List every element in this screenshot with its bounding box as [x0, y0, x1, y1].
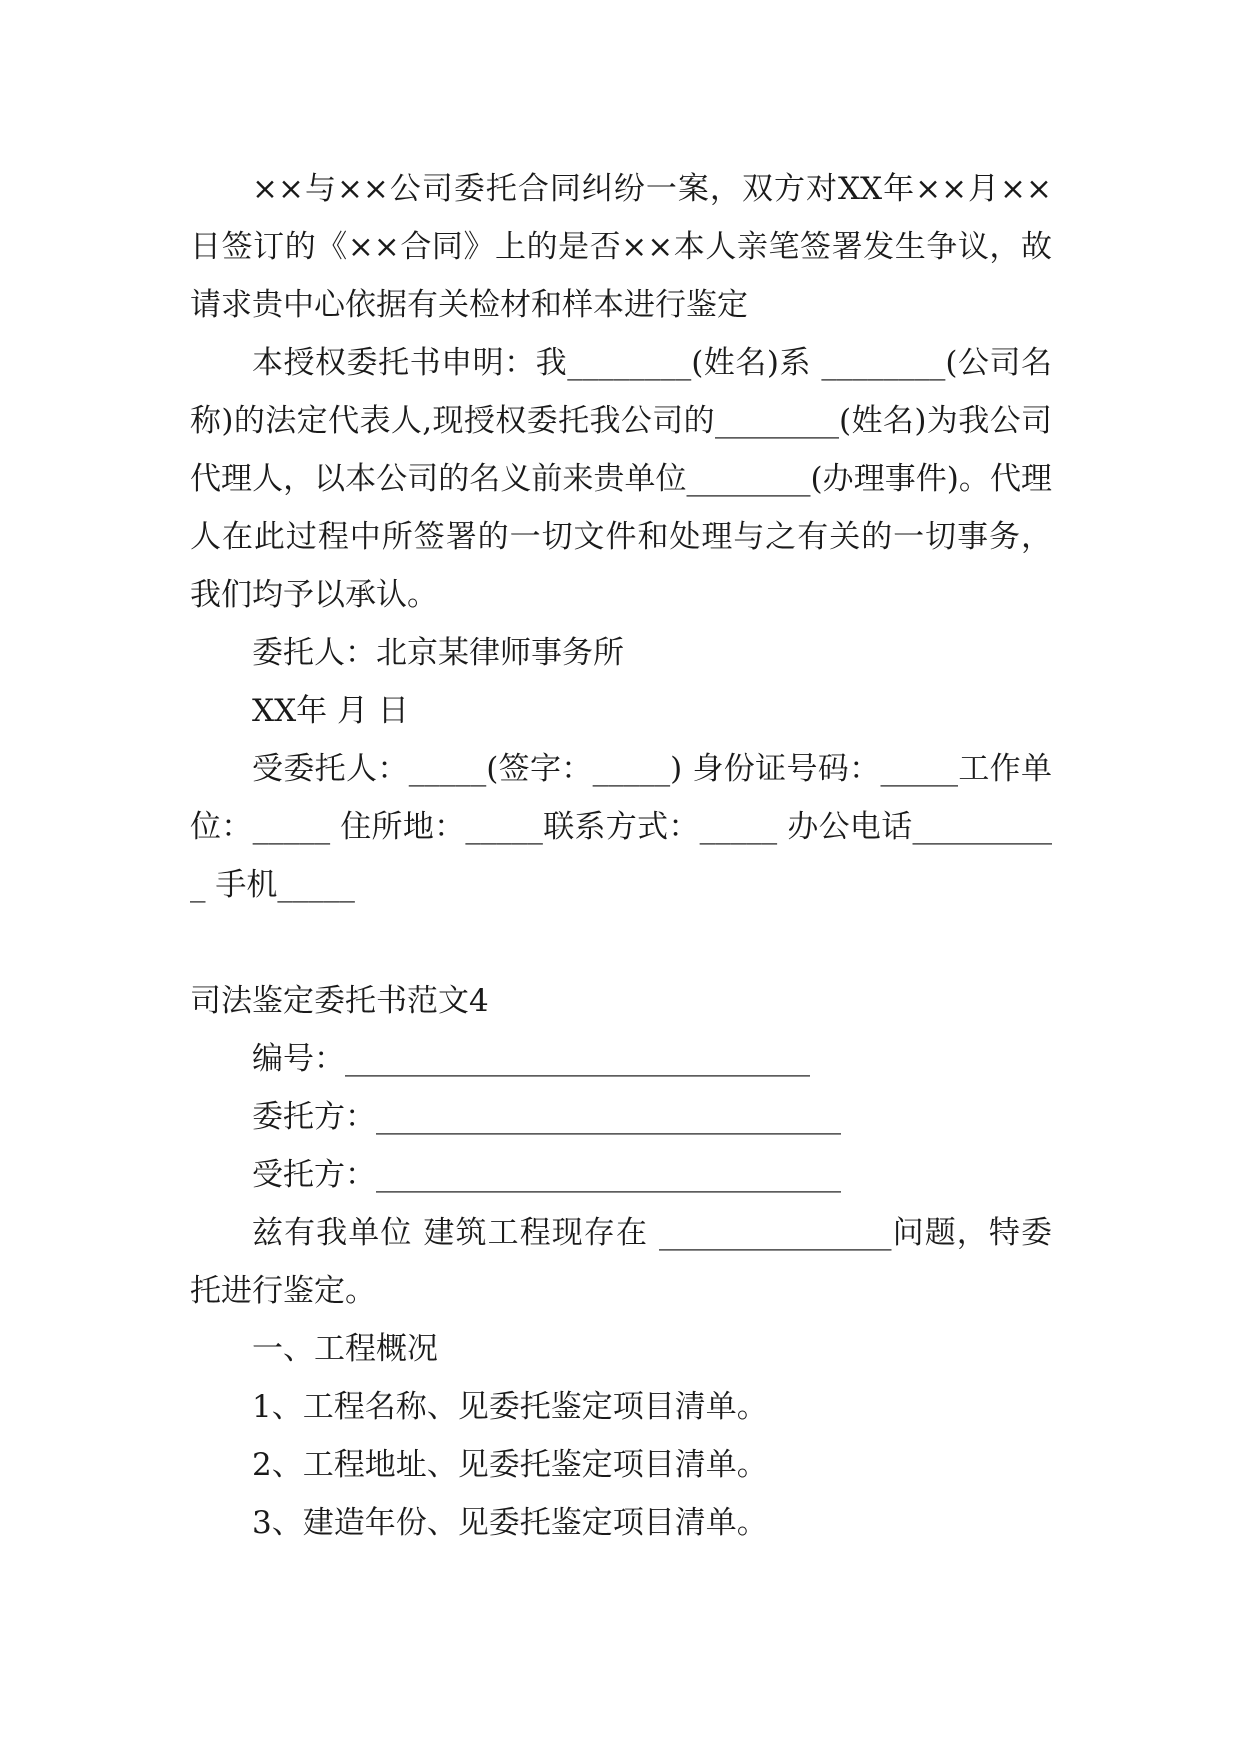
principal-line: 委托人：北京某律师事务所 — [252, 635, 624, 671]
client-line: 委托方：______________________________ — [252, 1099, 841, 1135]
list-item: 3、建造年份、见委托鉴定项目清单。 — [252, 1505, 768, 1541]
section-gap — [190, 914, 1052, 972]
date-line: XX年 月 日 — [252, 693, 409, 729]
list-item: 1、工程名称、见委托鉴定项目清单。 — [252, 1389, 768, 1425]
project-overview-heading: 一、工程概况 — [252, 1331, 438, 1367]
agent-info-paragraph: 受委托人：_____(签字：_____) 身份证号码：_____工作单位：_____ 住所地：_____联系方式：_____ 办公电话__________ 手机_____ — [190, 751, 1052, 903]
trustee-line: 受托方：______________________________ — [252, 1157, 841, 1193]
list-item: 2、工程地址、见委托鉴定项目清单。 — [252, 1447, 768, 1483]
case-paragraph: ××与××公司委托合同纠纷一案，双方对XX年××月××日签订的《××合同》上的是否××本人亲笔签署发生争议，故请求贵中心依据有关检材和样本进行鉴定 — [190, 171, 1052, 323]
section-title: 司法鉴定委托书范文4 — [190, 983, 489, 1019]
number-line: 编号：______________________________ — [252, 1041, 810, 1077]
authorization-statement-paragraph: 本授权委托书申明：我________(姓名)系 ________(公司名称)的法定代表人,现授权委托我公司的________(姓名)为我公司代理人，以本公司的名义前来贵单位________(办理事件)。代理人在此过程中所签署的一切文件和处理与之有关的一切事务，我们均予以承认。 — [190, 345, 1052, 613]
problem-paragraph: 兹有我单位 建筑工程现存在 _______________问题，特委托进行鉴定。 — [190, 1215, 1052, 1309]
document-page — [190, 160, 1052, 1552]
